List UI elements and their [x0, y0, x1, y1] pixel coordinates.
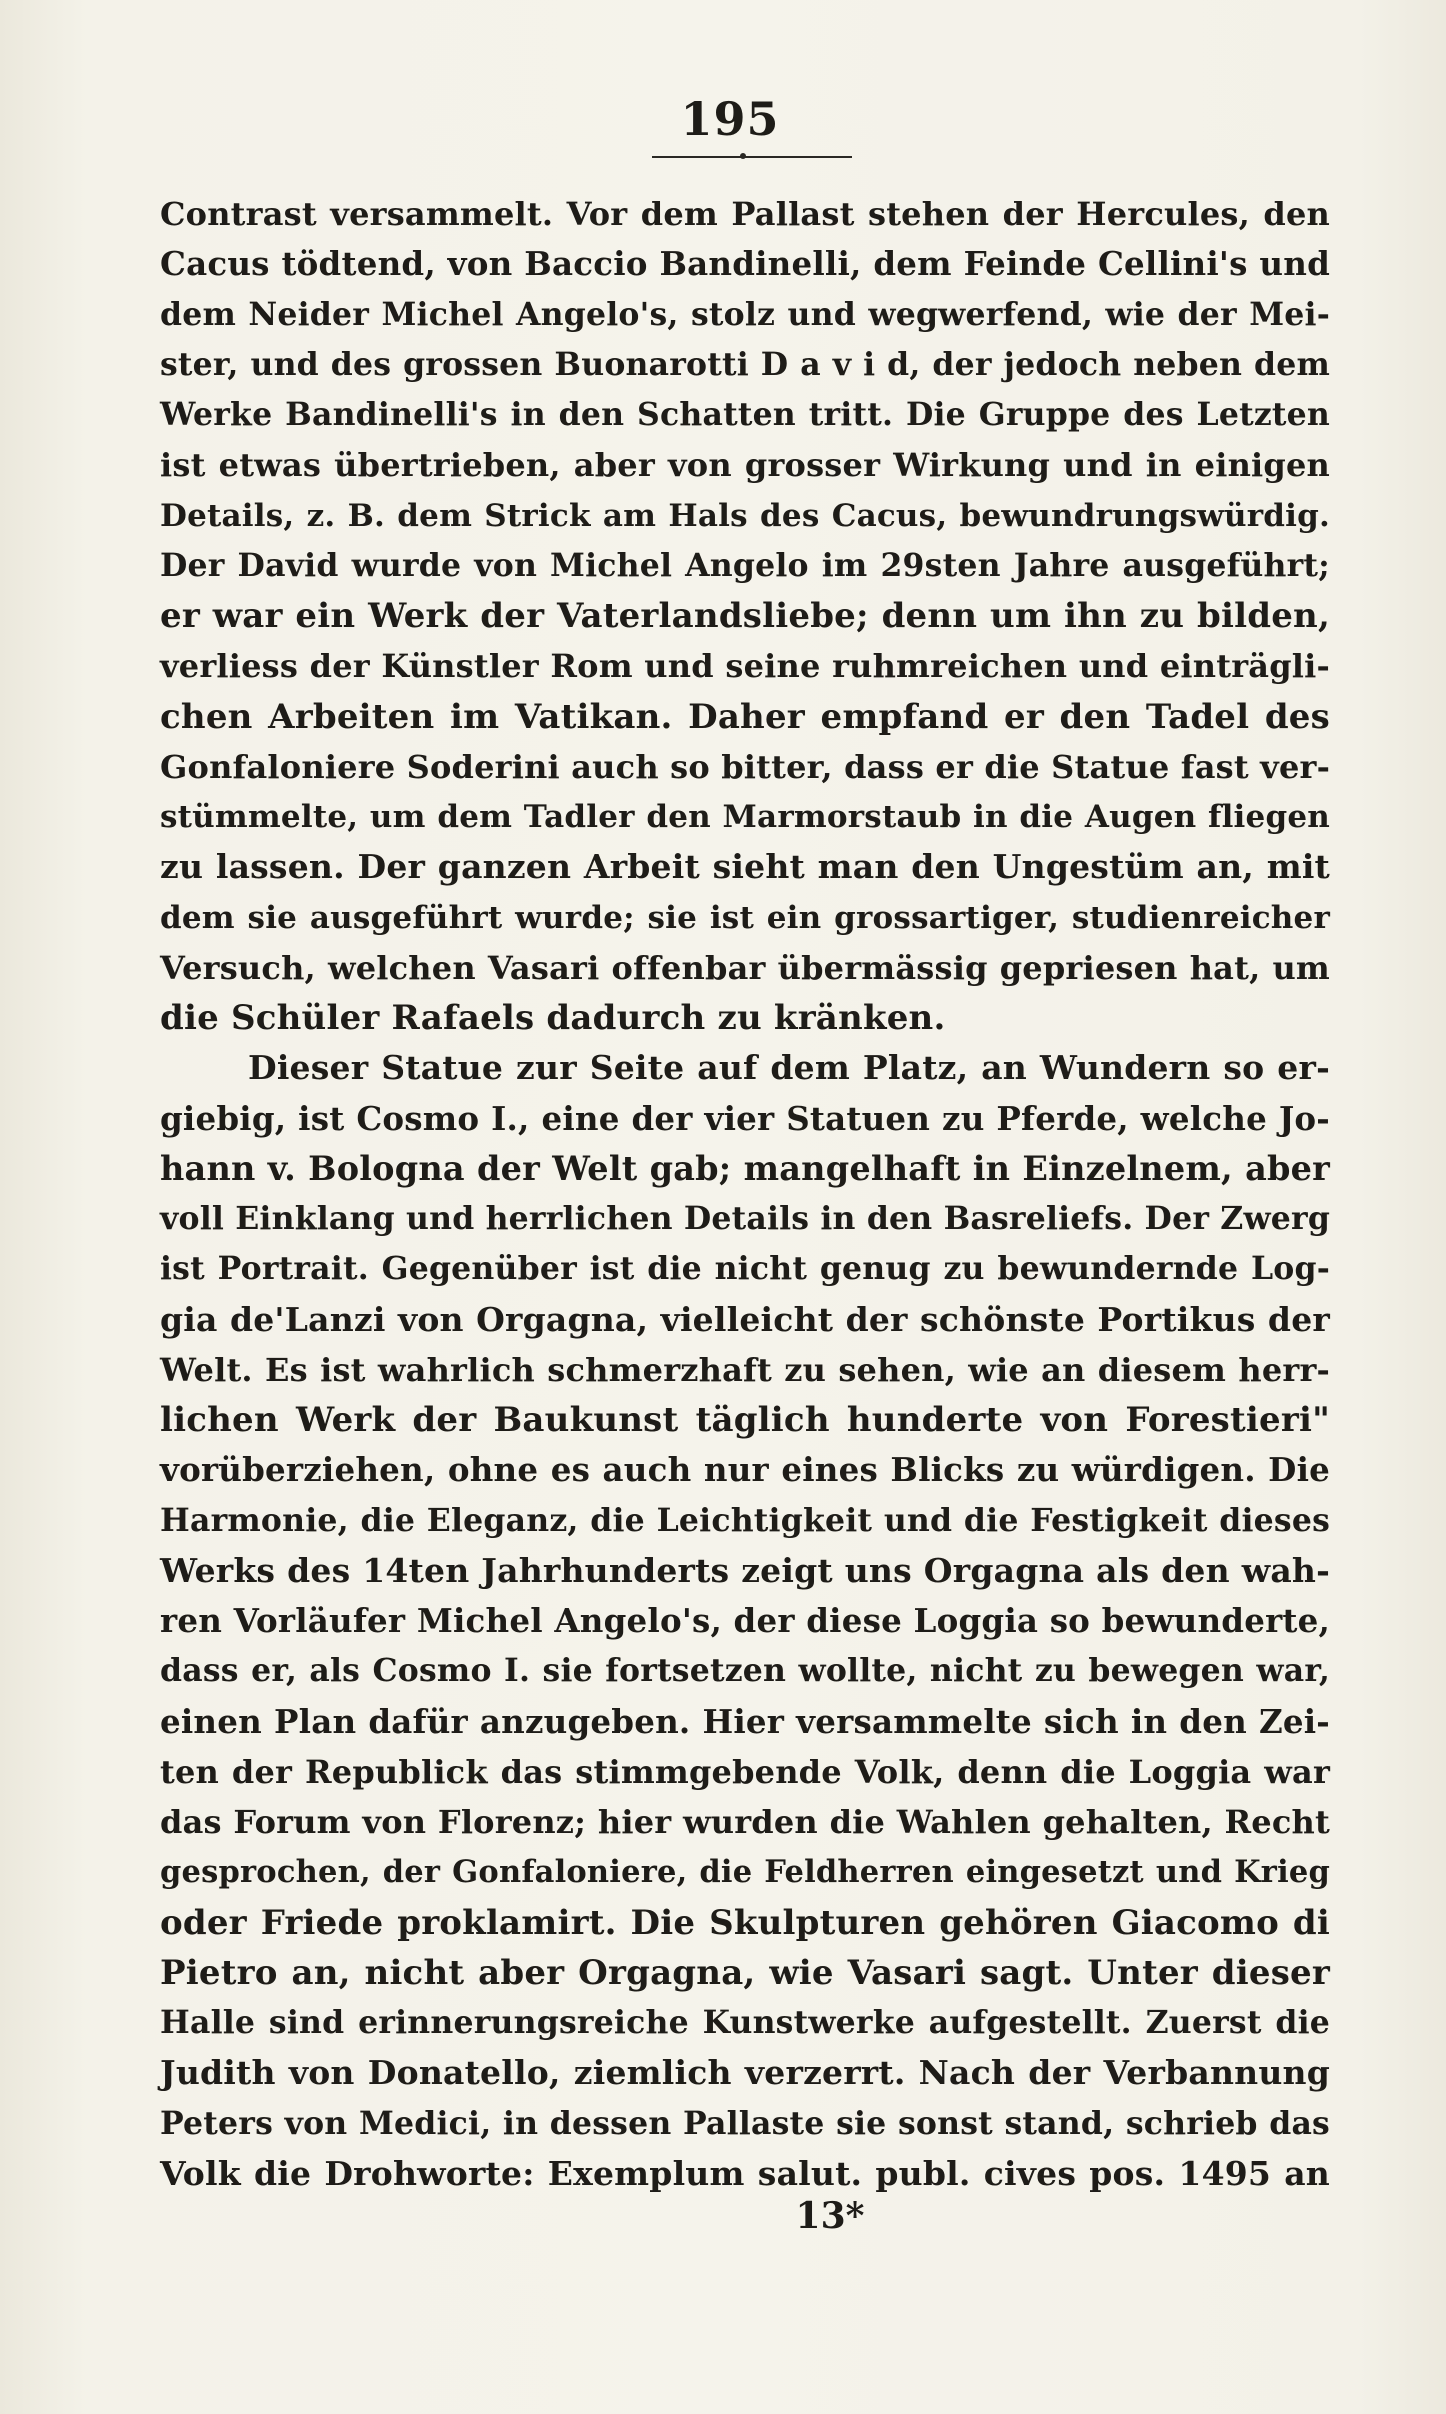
paragraph-start-line: Dieser Statue zur Seite auf dem Platz, an Wundern so er- [248, 1048, 1330, 1088]
text-line: das Forum von Florenz; hier wurden die Wahlen gehalten, Recht [160, 1803, 1330, 1841]
text-line: gesprochen, der Gonfaloniere, die Feldherren eingesetzt und Krieg [160, 1854, 1330, 1891]
text-line: chen Arbeiten im Vatikan. Daher empfand er den Tadel des [160, 696, 1330, 737]
page-number: 195 [680, 92, 780, 146]
text-line: Werke Bandinelli's in den Schatten tritt. Die Gruppe des Letzten [160, 396, 1330, 433]
header-rule-ornament [740, 153, 746, 159]
text-line: Werks des 14ten Jahrhunderts zeigt uns Orgagna als den wah- [160, 1550, 1330, 1590]
text-line: giebig, ist Cosmo I., eine der vier Statuen zu Pferde, welche Jo- [160, 1098, 1330, 1138]
text-line: Versuch, welchen Vasari offenbar übermässig gepriesen hat, um [160, 948, 1330, 987]
text-line: Contrast versammelt. Vor dem Pallast stehen der Hercules, den [160, 195, 1330, 233]
text-line: er war ein Werk der Vaterlandsliebe; denn um ihn zu bilden, [160, 596, 1330, 636]
text-line: verliess der Künstler Rom und seine ruhmreichen und einträgli- [160, 647, 1330, 686]
text-line: Halle sind erinnerungsreiche Kunstwerke aufgestellt. Zuerst die [160, 2004, 1330, 2041]
text-line: oder Friede proklamirt. Die Skulpturen gehören Giacomo di [160, 1902, 1330, 1943]
text-line: lichen Werk der Baukunst täglich hunderte von Forestieri" [160, 1400, 1330, 1440]
text-line: zu lassen. Der ganzen Arbeit sieht man den Ungestüm an, mit [160, 847, 1330, 887]
text-line: ist Portrait. Gegenüber ist die nicht genug zu bewundernde Log- [160, 1250, 1330, 1288]
paragraph-end-line: die Schüler Rafaels dadurch zu kränken. [160, 998, 946, 1038]
text-line: Judith von Donatello, ziemlich verzerrt. Nach der Verbannung [160, 2053, 1330, 2093]
header-rule [652, 156, 852, 158]
text-line: Gonfaloniere Soderini auch so bitter, dass er die Statue fast ver- [160, 747, 1331, 786]
text-line: gia de'Lanzi von Orgagna, vielleicht der schönste Portikus der [160, 1299, 1330, 1339]
text-line: Cacus tödtend, von Baccio Bandinelli, dem Feinde Cellini's und [160, 244, 1330, 284]
text-line: ren Vorläufer Michel Angelo's, der diese Loggia so bewunderte, [160, 1601, 1330, 1640]
text-line: dass er, als Cosmo I. sie fortsetzen wollte, nicht zu bewegen war, [160, 1652, 1330, 1690]
body-text [160, 189, 1330, 2199]
text-line: dem Neider Michel Angelo's, stolz und wegwerfend, wie der Mei- [160, 295, 1330, 333]
text-line: einen Plan dafür anzugeben. Hier versammelte sich in den Zei- [160, 1701, 1330, 1741]
text-line: Peters von Medici, in dessen Pallaste sie sonst stand, schrieb das [160, 2104, 1330, 2142]
text-line: ist etwas übertrieben, aber von grosser Wirkung und in einigen [160, 446, 1330, 485]
text-line: Welt. Es ist wahrlich schmerzhaft zu sehen, wie an diesem herr- [160, 1350, 1330, 1389]
text-line: Harmonie, die Eleganz, die Leichtigkeit und die Festigkeit dieses [160, 1501, 1330, 1539]
text-line: Volk die Drohworte: Exemplum salut. publ. cives pos. 1495 an [160, 2153, 1330, 2193]
text-line: ster, und des grossen Buonarotti D a v i d, der jedoch neben dem [160, 345, 1330, 383]
text-line: ten der Republick das stimmgebende Volk, denn die Loggia war [160, 1752, 1330, 1791]
text-line: hann v. Bologna der Welt gab; mangelhaft in Einzelnem, aber [160, 1148, 1330, 1188]
text-line: stümmelte, um dem Tadler den Marmorstaub in die Augen fliegen [160, 799, 1330, 835]
text-line: Pietro an, nicht aber Orgagna, wie Vasari sagt. Unter dieser [160, 1952, 1330, 1993]
signature-mark: 13* [795, 2195, 865, 2237]
text-line: vorüberziehen, ohne es auch nur eines Blicks zu würdigen. Die [160, 1450, 1330, 1490]
text-line: Der David wurde von Michel Angelo im 29sten Jahre ausgeführt; [160, 546, 1330, 584]
text-line: dem sie ausgeführt wurde; sie ist ein grossartiger, studienreicher [160, 899, 1330, 936]
text-line: voll Einklang und herrlichen Details in den Basreliefs. Der Zwerg [160, 1200, 1331, 1237]
text-line: Details, z. B. dem Strick am Hals des Cacus, bewundrungswürdig. [160, 497, 1330, 534]
